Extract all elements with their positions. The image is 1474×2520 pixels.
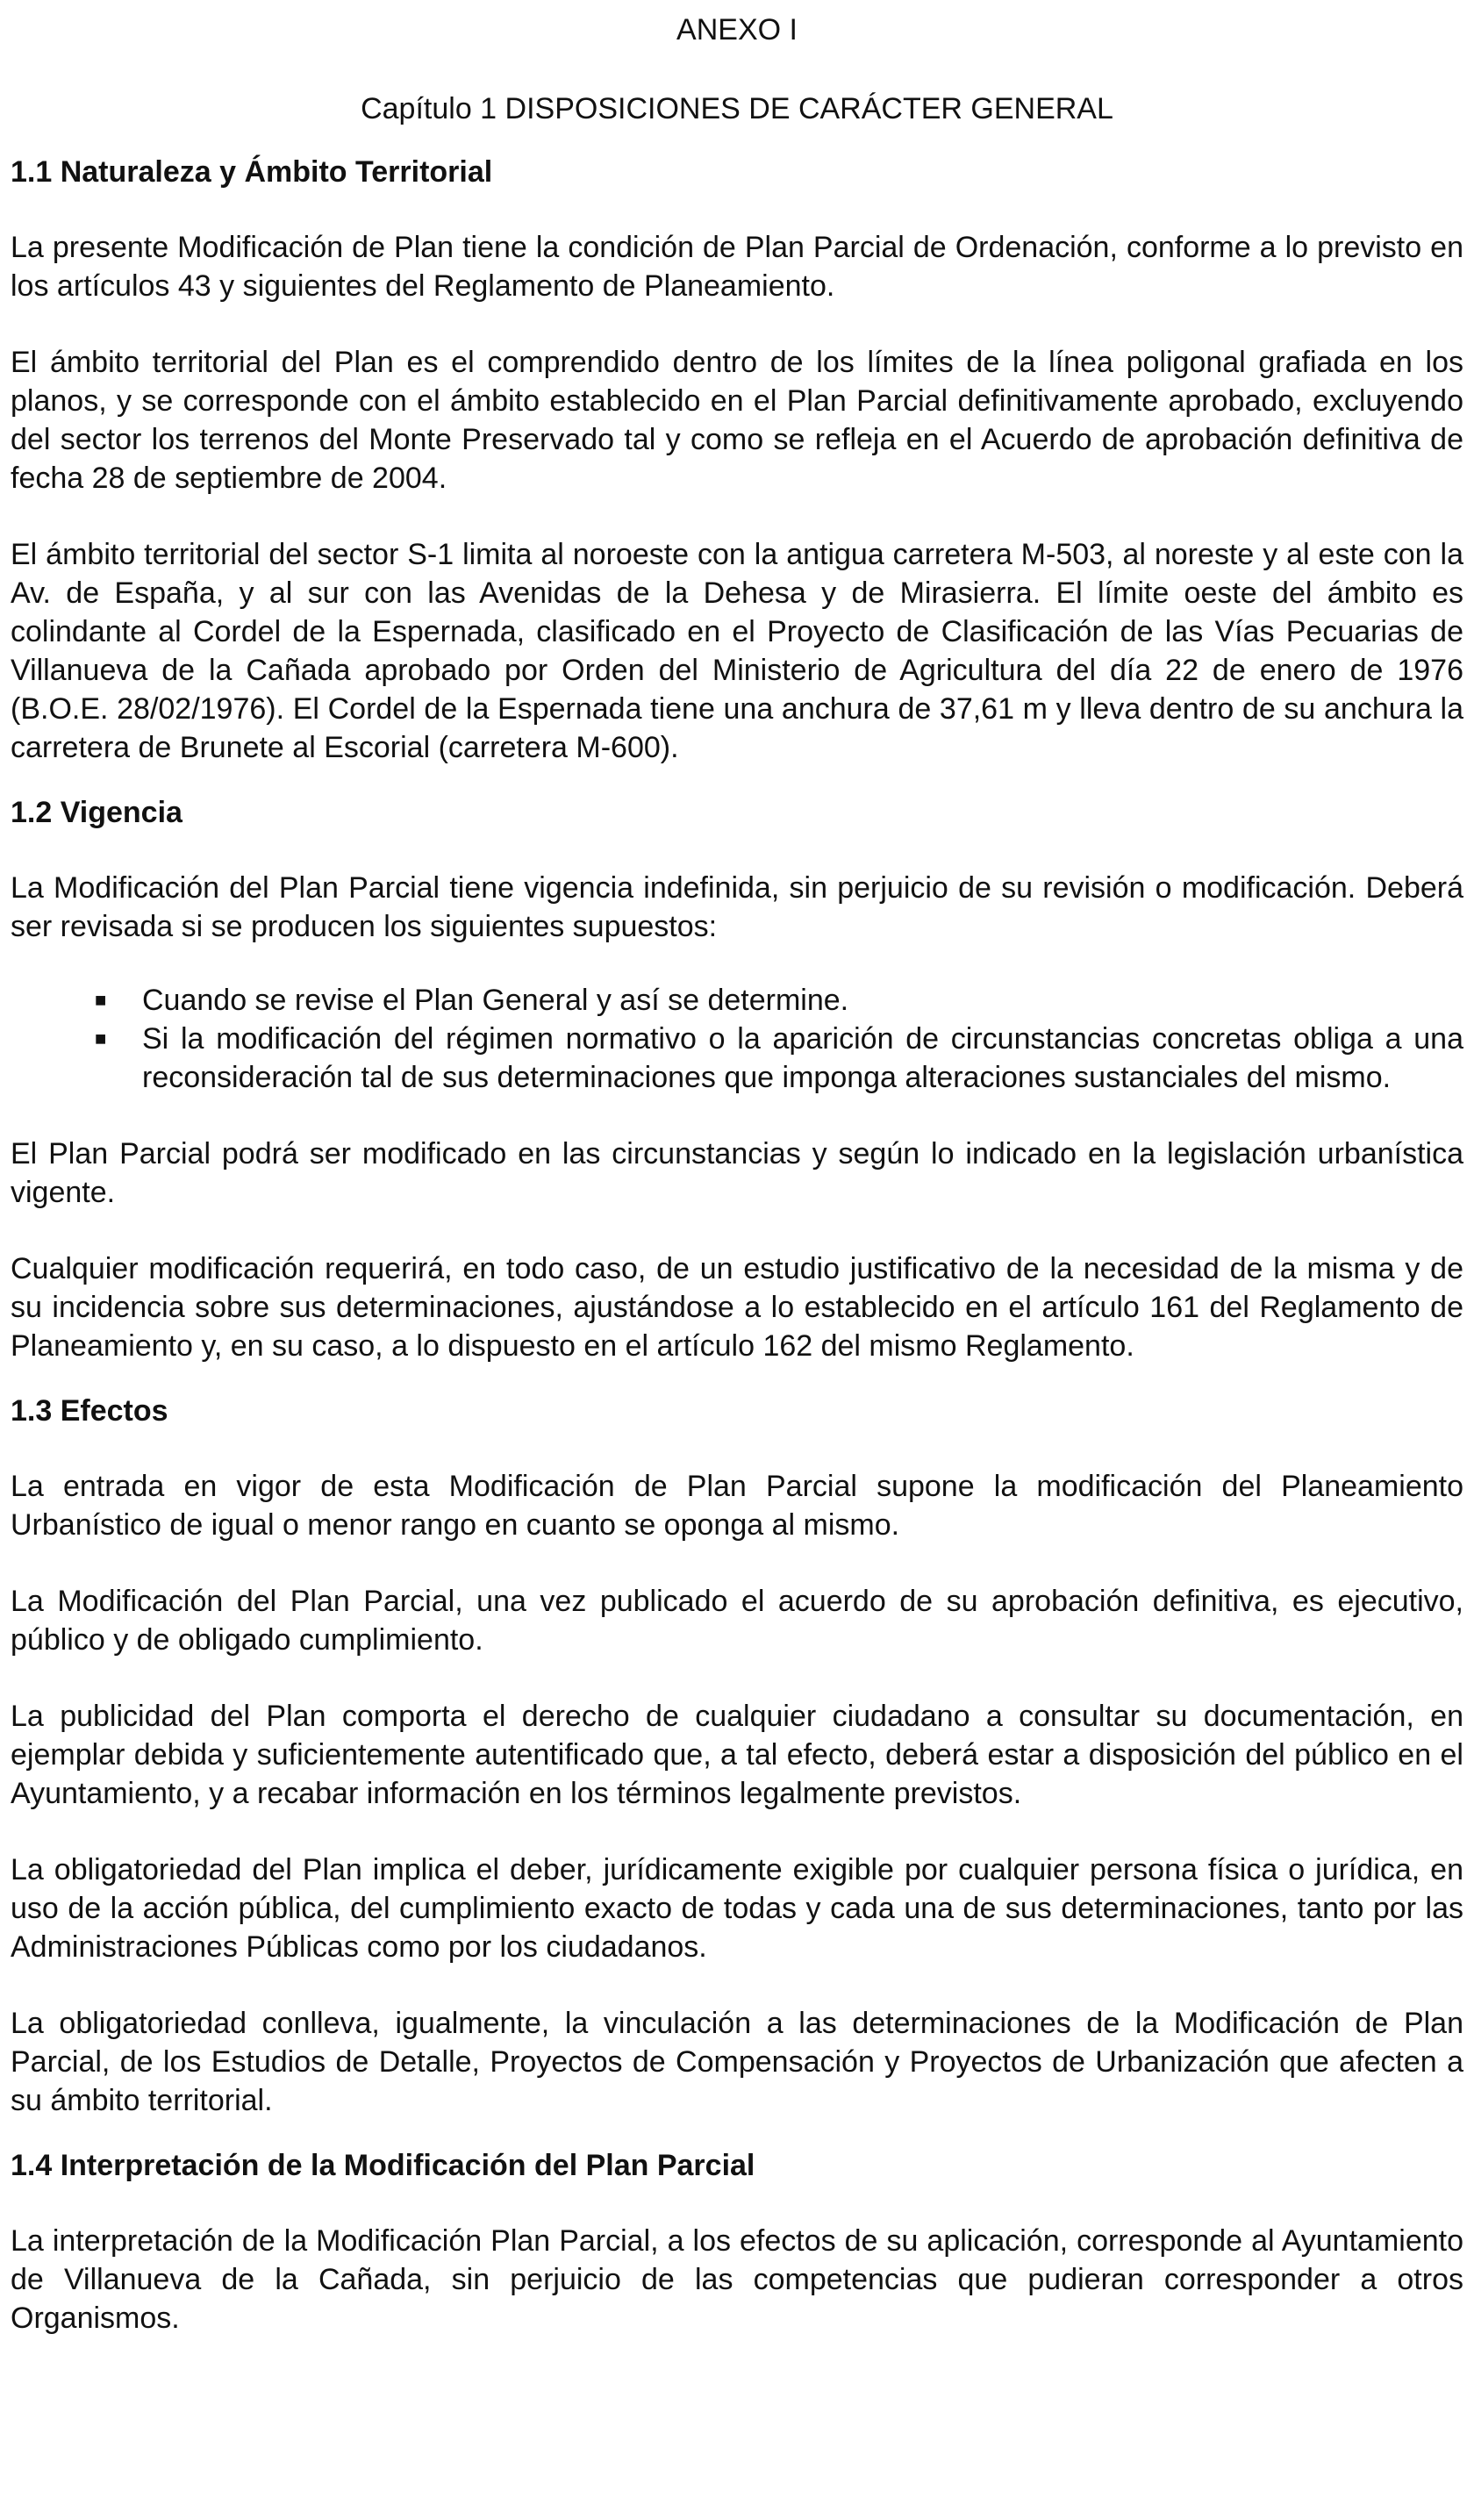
- square-bullet-icon: ■: [95, 989, 107, 1011]
- section-heading: 1.4 Interpretación de la Modificación del Plan Parcial: [11, 2149, 755, 2182]
- paragraph: La interpretación de la Modificación Plan Parcial, a los efectos de su aplicación, corresponde al Ayuntamiento de Villanueva de la Cañada, sin perjuicio de las competencias que pudieran corresponder a otros Organismos.: [11, 2224, 1463, 2335]
- list-item-text: Cuando se revise el Plan General y así se determine.: [142, 984, 849, 1017]
- section-interpretacion: [11, 2148, 1463, 2337]
- square-bullet-icon: ■: [95, 1027, 107, 1049]
- paragraph: El ámbito territorial del Plan es el comprendido dentro de los límites de la línea poligonal grafiada en los planos, y se corresponde con el ámbito establecido en el Plan Parcial definitivamente aprobado, excluyendo del sector los terrenos del Monte Preservado tal y como se refleja en el Acuerdo de aprobación definitiva de fecha 28 de septiembre de 2004.: [11, 346, 1463, 495]
- paragraph: Cualquier modificación requerirá, en todo caso, de un estudio justificativo de la necesidad de la misma y de su incidencia sobre sus determinaciones, ajustándose a lo establecido en el artículo 161 del Reglamento de Planeamiento y, en su caso, a lo dispuesto en el artículo 162 del mismo Reglamento.: [11, 1252, 1463, 1363]
- paragraph: La entrada en vigor de esta Modificación de Plan Parcial supone la modificación del Planeamiento Urbanístico de igual o menor rango en cuanto se oponga al mismo.: [11, 1470, 1463, 1542]
- paragraph: La Modificación del Plan Parcial tiene vigencia indefinida, sin perjuicio de su revisión o modificación. Deberá ser revisada si se producen los siguientes supuestos:: [11, 871, 1463, 943]
- section-efectos: [11, 1393, 1463, 2120]
- list-item: [11, 1020, 1463, 1097]
- paragraph: El ámbito territorial del sector S-1 limita al noroeste con la antigua carretera M-503, al noreste y al este con la Av. de España, y al sur con las Avenidas de la Dehesa y de Mirasierra. El límite oeste del ámbito es colindante al Cordel de la Espernada, clasificado en el Proyecto de Clasificación de las Vías Pecuarias de Villanueva de la Cañada aprobado por Orden del Ministerio de Agricultura del día 22 de enero de 1976 (B.O.E. 28/02/1976). El Cordel de la Espernada tiene una anchura de 37,61 m y lleva dentro de su anchura la carretera de Brunete al Escorial (carretera M-600).: [11, 538, 1463, 764]
- paragraph: La obligatoriedad del Plan implica el deber, jurídicamente exigible por cualquier persona física o jurídica, en uso de la acción pública, del cumplimiento exacto de todas y cada una de sus determinaciones, tanto por las Administraciones Públicas como por los ciudadanos.: [11, 1853, 1463, 1964]
- paragraph: La obligatoriedad conlleva, igualmente, la vinculación a las determinaciones de la Modificación de Plan Parcial, de los Estudios de Detalle, Proyectos de Compensación y Proyectos de Urbanización que afecten a su ámbito territorial.: [11, 2007, 1463, 2117]
- list-item-text: Si la modificación del régimen normativo o la aparición de circunstancias concretas obliga a una reconsideración tal de sus determinaciones que imponga alteraciones sustanciales del mismo.: [142, 1022, 1463, 1094]
- chapter-title: Capítulo 1 DISPOSICIONES DE CARÁCTER GENERAL: [361, 92, 1113, 125]
- paragraph: La Modificación del Plan Parcial, una vez publicado el acuerdo de su aprobación definitiva, es ejecutivo, público y de obligado cumplimiento.: [11, 1585, 1463, 1657]
- section-vigencia: [11, 795, 1463, 1365]
- document-page: [11, 0, 1463, 2337]
- section-naturaleza: [11, 154, 1463, 767]
- paragraph: La publicidad del Plan comporta el derecho de cualquier ciudadano a consultar su documentación, en ejemplar debida y suficientemente autentificado que, a tal efecto, deberá estar a disposición del público en el Ayuntamiento, y a recabar información en los términos legalmente previstos.: [11, 1700, 1463, 1810]
- section-heading: 1.2 Vigencia: [11, 796, 182, 829]
- list-item: [11, 981, 1463, 1020]
- section-heading: 1.1 Naturaleza y Ámbito Territorial: [11, 155, 493, 189]
- section-heading: 1.3 Efectos: [11, 1394, 168, 1428]
- paragraph: La presente Modificación de Plan tiene la condición de Plan Parcial de Ordenación, conforme a lo previsto en los artículos 43 y siguientes del Reglamento de Planeamiento.: [11, 231, 1463, 303]
- paragraph: El Plan Parcial podrá ser modificado en las circunstancias y según lo indicado en la legislación urbanística vigente.: [11, 1137, 1463, 1209]
- bullet-list: [11, 981, 1463, 1097]
- annex-title: ANEXO I: [676, 13, 798, 47]
